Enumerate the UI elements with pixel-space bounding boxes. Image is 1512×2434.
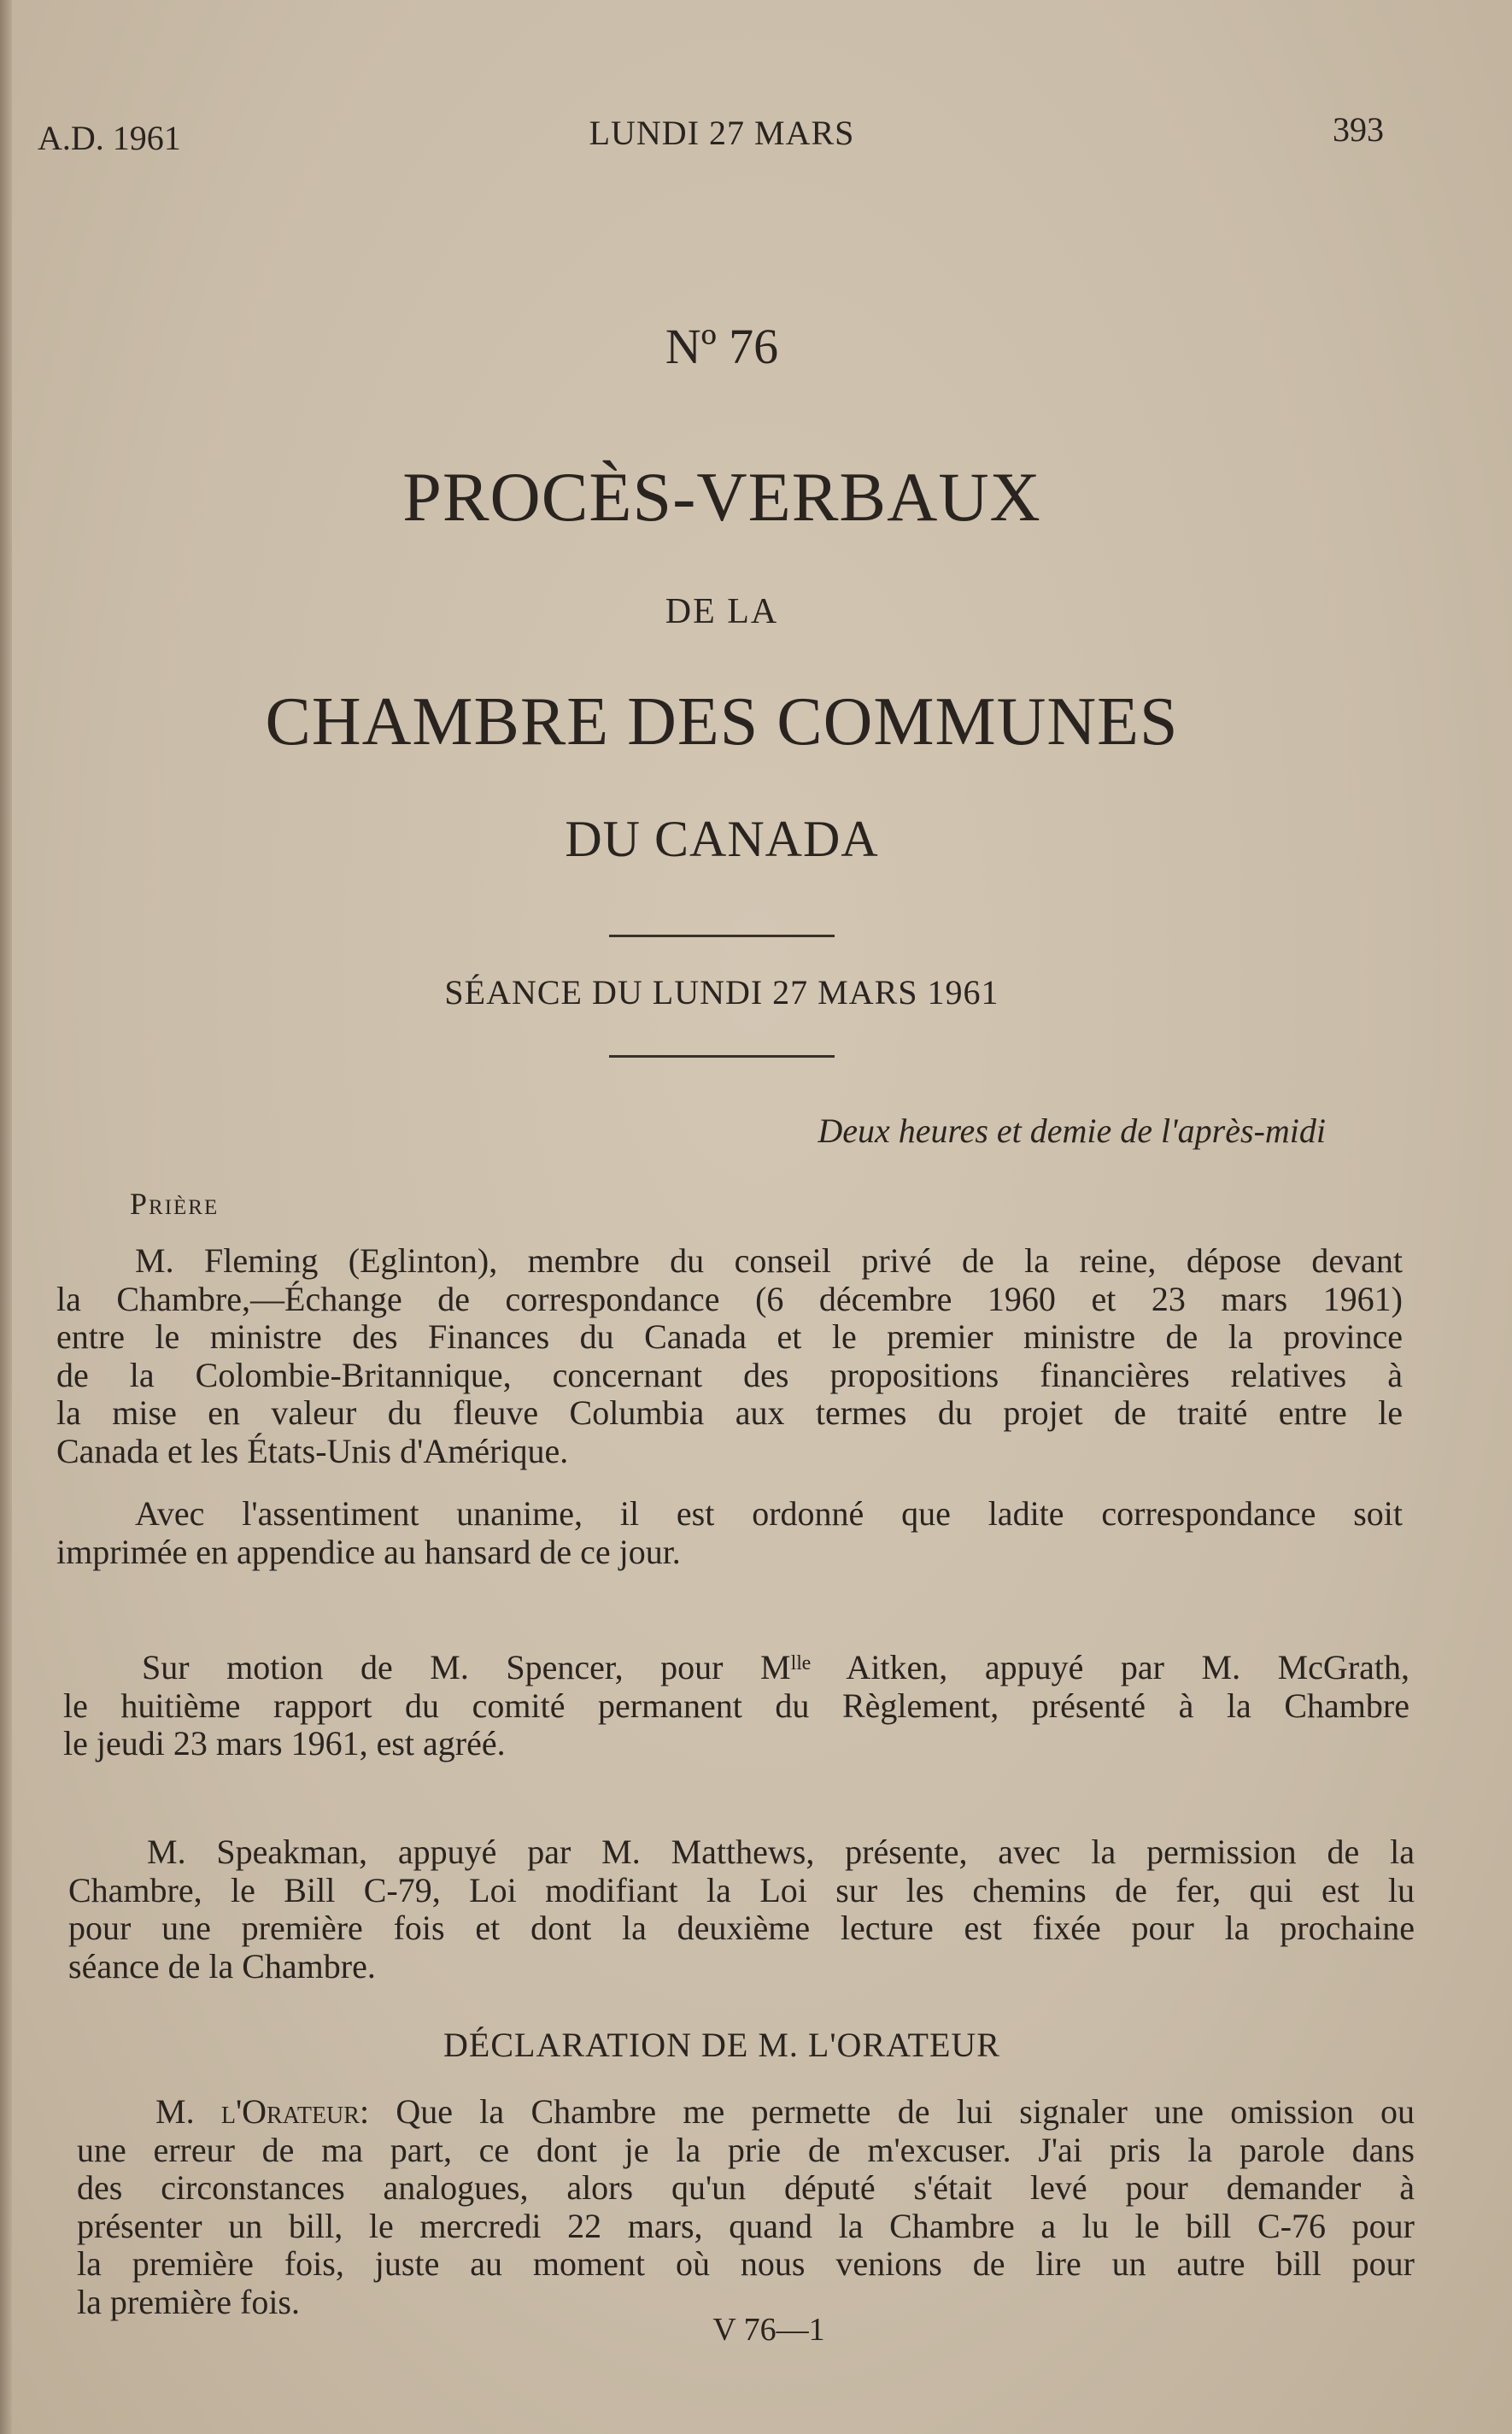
running-header: [0, 109, 1512, 161]
text-line: le jeudi 23 mars 1961, est agréé.: [63, 1724, 506, 1762]
divider-rule-top: [609, 935, 835, 937]
text-line: le huitième rapport du comité permanent du Règlement, présenté à la Chambre: [63, 1686, 1409, 1725]
paragraph-assentiment: [56, 1495, 1403, 1571]
prayer-heading: Prière: [130, 1187, 220, 1221]
text-line: des circonstances analogues, alors qu'un député s'était levé pour demander à: [77, 2168, 1415, 2207]
text-line: M. Speakman, appuyé par M. Matthews, présente, avec la permission de la: [147, 1833, 1415, 1871]
title-du-canada: DU CANADA: [565, 811, 879, 867]
paragraph-motion-spencer: [63, 1649, 1409, 1763]
paragraph-orateur: [77, 2093, 1415, 2321]
title-proces-verbaux: PROCÈS-VERBAUX: [402, 458, 1041, 536]
session-title: SÉANCE DU LUNDI 27 MARS 1961: [444, 973, 999, 1012]
text-line: Avec l'assentiment unanime, il est ordonné que ladite correspondance soit: [135, 1494, 1403, 1533]
paragraph-fleming: [56, 1242, 1403, 1470]
speaker-name: M. l'Orateur:: [155, 2092, 370, 2131]
text-line: de la Colombie-Britannique, concernant des propositions financières relatives à: [56, 1355, 1403, 1394]
text-line: la Chambre,—Échange de correspondance (6 décembre 1960 et 23 mars 1961): [56, 1279, 1403, 1318]
text-line: séance de la Chambre.: [68, 1946, 376, 1985]
text-line: une erreur de ma part, ce dont je la prie de m'excuser. J'ai pris la parole dans: [77, 2130, 1415, 2169]
session-time: Deux heures et demie de l'après-midi: [818, 1111, 1326, 1150]
text-line: Sur motion de M. Spencer, pour Mˡˡᵉ Aitken, appuyé par M. McGrath,: [142, 1648, 1409, 1686]
text-line: M. Fleming (Eglinton), membre du conseil privé de la reine, dépose devant: [135, 1241, 1403, 1280]
text-line: pour une première fois et dont la deuxième lecture est fixée pour la prochaine: [68, 1909, 1415, 1947]
header-page-number: 393: [1333, 110, 1384, 149]
text-line: la première fois.: [77, 2282, 300, 2321]
text-line: entre le ministre des Finances du Canada et le premier ministre de la province: [56, 1317, 1403, 1356]
text-line: imprimée en appendice au hansard de ce jour.: [56, 1532, 681, 1571]
text-line: Canada et les États-Unis d'Amérique.: [56, 1431, 569, 1470]
text-line: Chambre, le Bill C-79, Loi modifiant la Loi sur les chemins de fer, qui est lu: [68, 1870, 1415, 1909]
paragraph-speakman-bill: [68, 1833, 1415, 1985]
text-line: la première fois, juste au moment où nous venions de lire un autre bill pour: [77, 2244, 1415, 2283]
header-year: A.D. 1961: [38, 119, 181, 157]
title-chambre-des-communes: CHAMBRE DES COMMUNES: [265, 684, 1179, 760]
declaration-heading: DÉCLARATION DE M. L'ORATEUR: [443, 2026, 1000, 2064]
header-date: LUNDI 27 MARS: [589, 114, 855, 152]
page-footer-signature: V 76—1: [712, 2312, 825, 2348]
divider-rule-bottom: [609, 1055, 835, 1058]
text-line: la mise en valeur du fleuve Columbia aux termes du projet de traité entre le: [56, 1393, 1403, 1432]
speaker-text: Que la Chambre me permette de lui signaler une omission ou: [396, 2092, 1415, 2131]
title-de-la: DE LA: [665, 592, 779, 631]
text-line: présenter un bill, le mercredi 22 mars, quand la Chambre a lu le bill C-76 pour: [77, 2206, 1415, 2245]
issue-number: Nº 76: [665, 319, 779, 374]
text-line: [77, 2093, 1415, 2132]
